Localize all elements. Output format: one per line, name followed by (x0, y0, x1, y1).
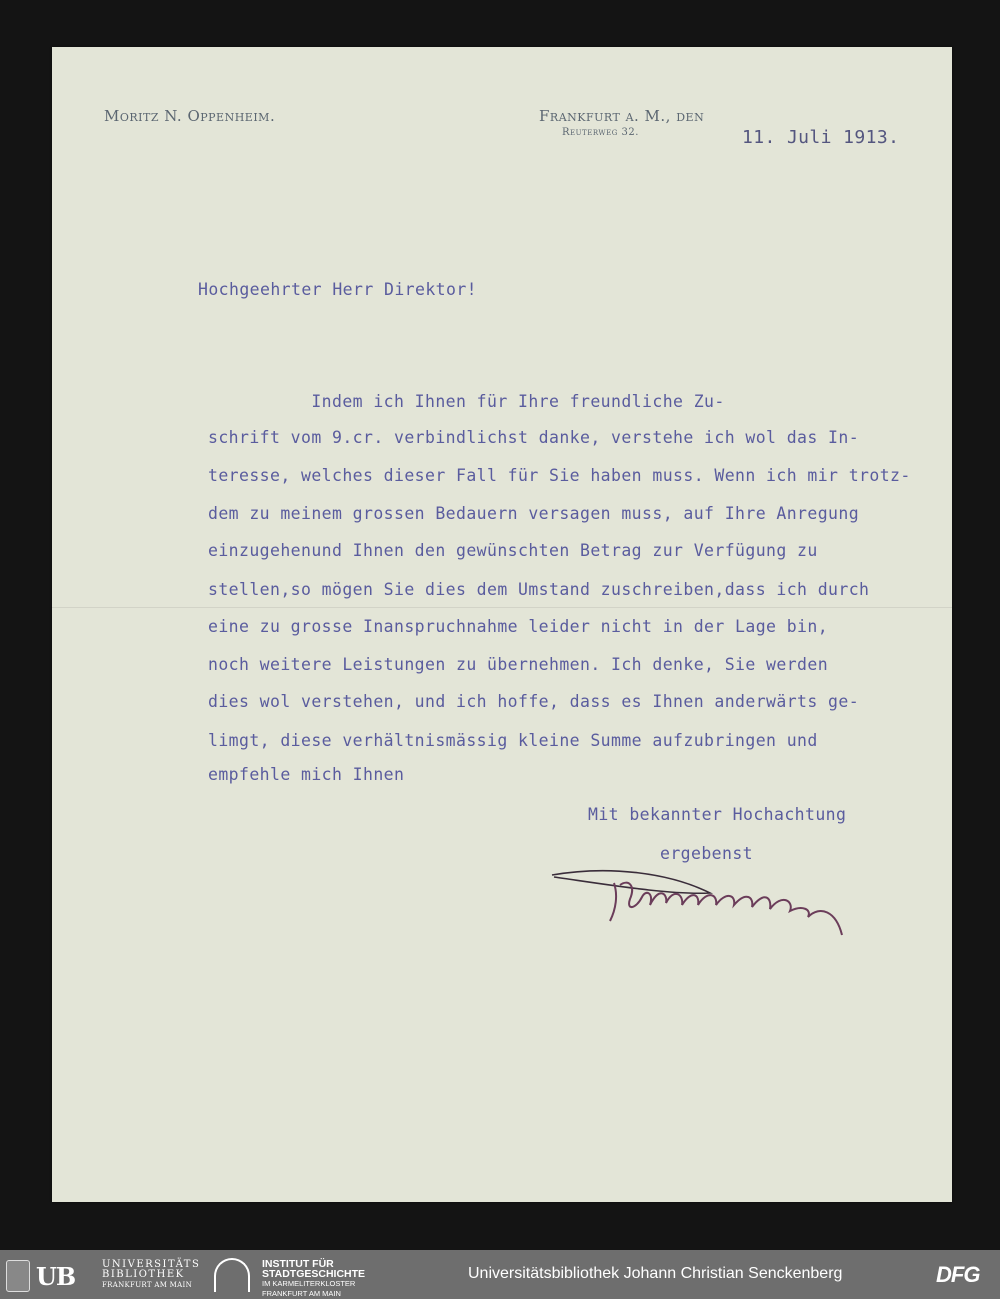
ub-line1: UNIVERSITÄTS (102, 1259, 201, 1270)
body-line: empfehle mich Ihnen (208, 765, 405, 784)
ub-mark: UB (36, 1262, 76, 1291)
ub-line3: FRANKFURT AM MAIN (102, 1281, 192, 1289)
ub-line2: BIBLIOTHEK (102, 1269, 185, 1280)
handwritten-signature (550, 865, 860, 945)
isg-line1: INSTITUT FÜR (262, 1258, 334, 1270)
letterhead-city: Frankfurt a. M., den (539, 107, 705, 125)
isg-line2: STADTGESCHICHTE (262, 1268, 366, 1280)
letter-date: 11. Juli 1913. (742, 127, 900, 148)
footer-bar (0, 1250, 1000, 1299)
body-line: einzugehenund Ihnen den gewünschten Betrag zur Verfügung zu (208, 541, 818, 560)
ub-text (102, 1260, 200, 1290)
isg-logo (214, 1256, 404, 1298)
body-line: dies wol verstehen, und ich hoffe, dass es Ihnen anderwärts ge- (208, 692, 860, 711)
ub-logo (6, 1256, 206, 1294)
letterhead-name: Moritz N. Oppenheim. (104, 107, 276, 125)
body-line: teresse, welches dieser Fall für Sie haben muss. Wenn ich mir trotz- (208, 466, 911, 485)
arch-icon (214, 1258, 250, 1292)
body-line: schrift vom 9.cr. verbindlichst danke, verstehe ich wol das In- (208, 428, 860, 447)
body-line: noch weitere Leistungen zu übernehmen. Ich denke, Sie werden (208, 655, 829, 674)
body-line: Indem ich Ihnen für Ihre freundliche Zu- (208, 392, 725, 411)
letter-page (52, 47, 952, 1202)
paper-fold (52, 607, 952, 608)
body-line: dem zu meinem grossen Bedauern versagen muss, auf Ihre Anregung (208, 504, 860, 523)
salutation: Hochgeehrter Herr Direktor! (198, 280, 478, 299)
isg-text (262, 1259, 365, 1299)
isg-line4: FRANKFURT AM MAIN (262, 1289, 341, 1298)
footer-title: Universitätsbibliothek Johann Christian Senckenberg (468, 1265, 843, 1282)
portrait-icon (6, 1260, 30, 1292)
closing-line: Mit bekannter Hochachtung (588, 805, 847, 824)
isg-line3: IM KARMELITERKLOSTER (262, 1279, 356, 1288)
dfg-logo: DFG (936, 1262, 980, 1287)
body-line: limgt, diese verhältnismässig kleine Summe aufzubringen und (208, 731, 818, 750)
closing-word: ergebenst (660, 844, 754, 863)
letterhead-street: Reuterweg 32. (562, 127, 639, 138)
body-line: stellen,so mögen Sie dies dem Umstand zuschreiben,dass ich durch (208, 580, 870, 599)
body-line: eine zu grosse Inanspruchnahme leider nicht in der Lage bin, (208, 617, 829, 636)
